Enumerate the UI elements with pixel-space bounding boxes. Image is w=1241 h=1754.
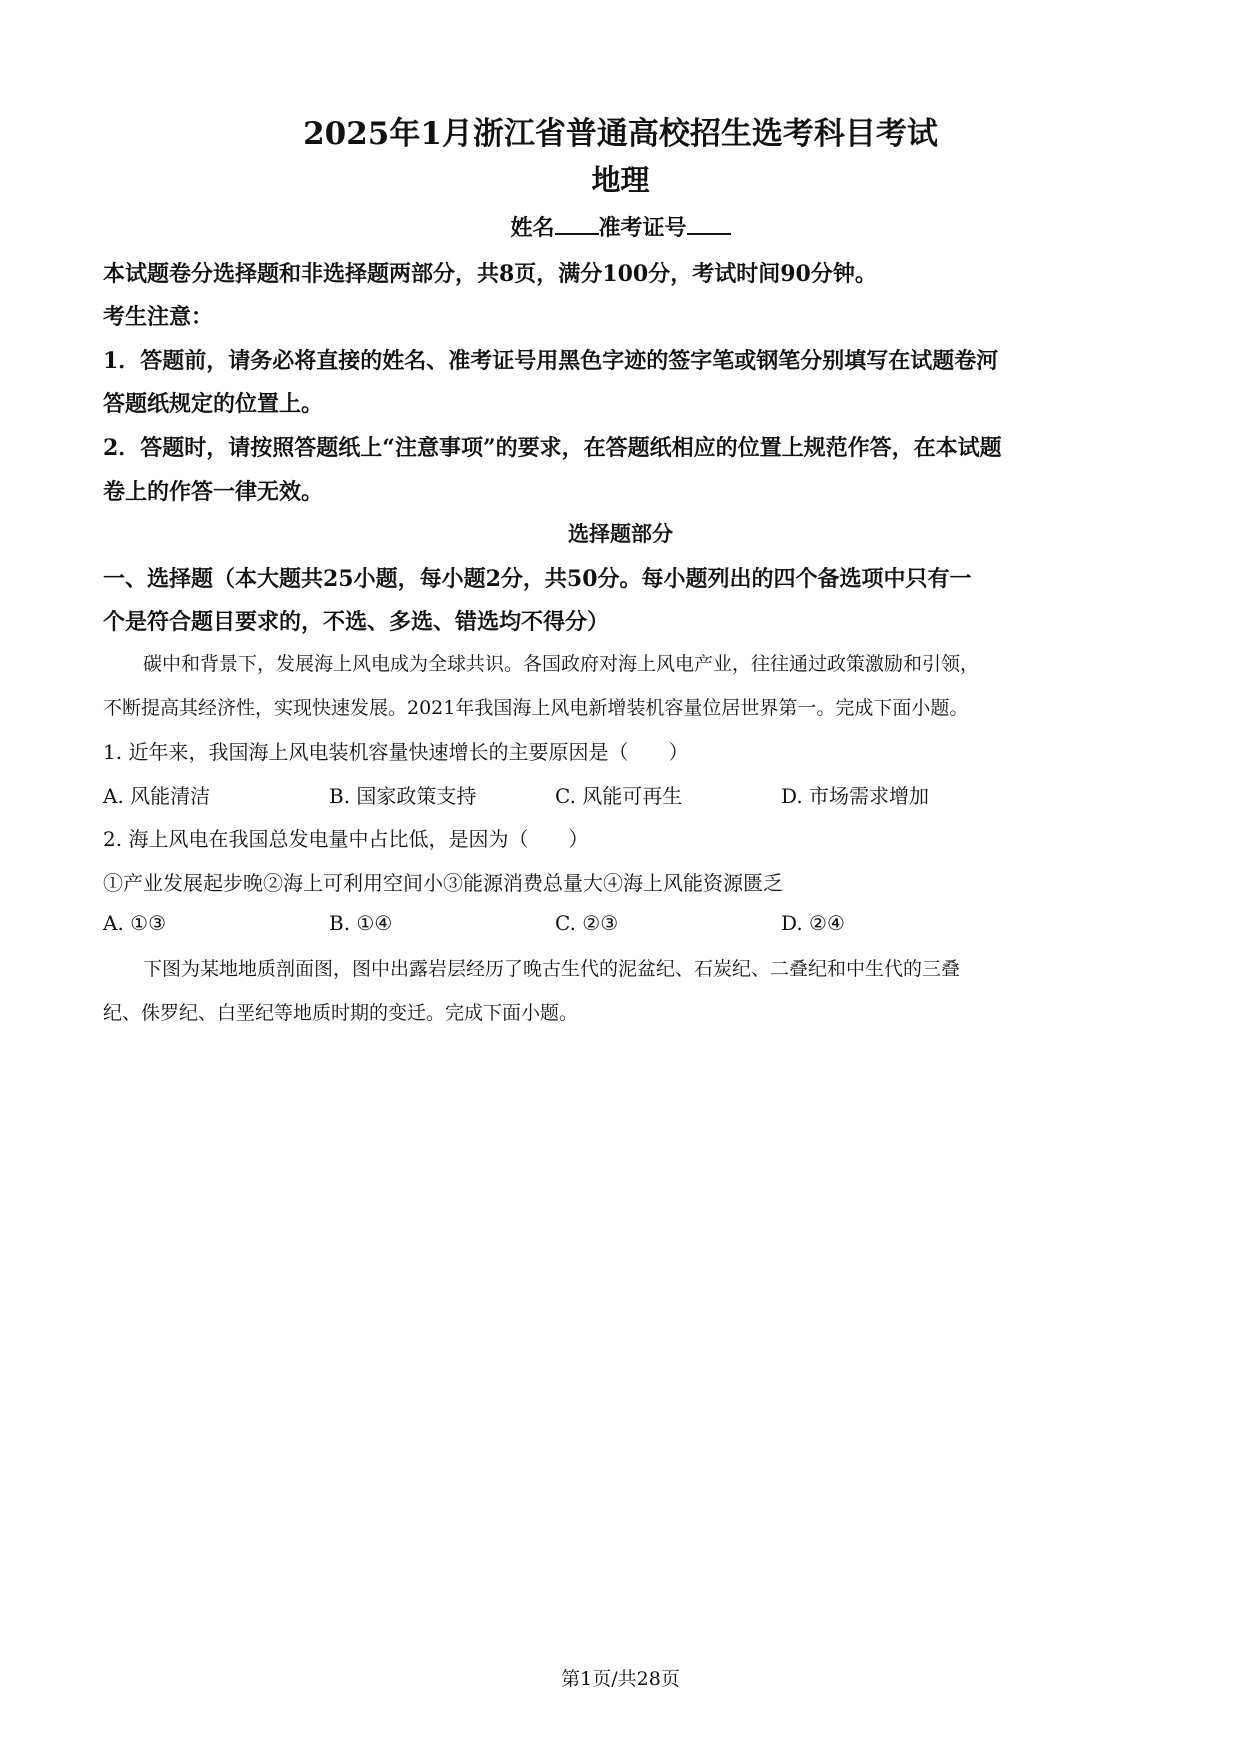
notice-item-2-line-2: 卷上的作答一律无效。 [103,479,324,505]
question-1-option-a: A. 风能清洁 [103,784,211,808]
exam-title: 2025年1月浙江省普通高校招生选考科目考试 [303,116,938,152]
passage-1-line-1: 碳中和背景下，发展海上风电成为全球共识。各国政府对海上风电产业，往往通过政策激励和引领， [143,653,980,675]
name-id-row [0,211,1241,242]
question-2-stem: 2. 海上风电在我国总发电量中占比低，是因为（ ） [103,827,589,851]
question-1-option-d: D. 市场需求增加 [781,784,930,808]
question-1-option-b: B. 国家政策支持 [329,784,477,808]
question-2-option-d: D. ②④ [781,911,845,935]
section-heading-line-1: 一、选择题（本大题共25小题，每小题2分，共50分。每小题列出的四个备选项中只有一 [103,566,972,592]
name-label: 姓名 [510,215,555,241]
question-2-option-c: C. ②③ [555,911,619,935]
section-heading-line-2: 个是符合题目要求的，不选、多选、错选均不得分） [103,609,610,635]
question-2-option-a: A. ①③ [103,911,167,935]
question-2-option-b: B. ①④ [329,911,393,935]
question-1-option-c: C. 风能可再生 [555,784,683,808]
notice-title: 考生注意： [103,304,214,330]
notice-item-2-line-1: 2．答题时，请按照答题纸上“注意事项”的要求，在答题纸相应的位置上规范作答，在本试题 [103,435,1002,461]
question-1-stem: 1. 近年来，我国海上风电装机容量快速增长的主要原因是（ ） [103,740,689,764]
id-blank [687,215,731,235]
exam-intro: 本试题卷分选择题和非选择题两部分，共8页，满分100分，考试时间90分钟。 [103,261,877,287]
notice-item-1-line-1: 1．答题前，请务必将直接的姓名、准考证号用黑色字迹的签字笔或钢笔分别填写在试题卷河 [103,348,999,374]
question-2-statements: ①产业发展起步晚②海上可利用空间小③能源消费总量大④海上风能资源匮乏 [103,871,783,895]
part-title: 选择题部分 [568,521,673,546]
id-label: 准考证号 [598,215,687,241]
notice-item-1-line-2: 答题纸规定的位置上。 [103,391,324,417]
passage-1-line-2: 不断提高其经济性，实现快速发展。2021年我国海上风电新增装机容量位居世界第一。完成下面小题。 [103,697,969,719]
page-number: 第1页/共28页 [561,1668,680,1690]
subject-title: 地理 [591,163,650,197]
passage-2-line-2: 纪、侏罗纪、白垩纪等地质时期的变迁。完成下面小题。 [103,1002,579,1024]
passage-2-line-1: 下图为某地地质剖面图，图中出露岩层经历了晚古生代的泥盆纪、石炭纪、二叠纪和中生代的三叠 [143,958,961,980]
name-blank [555,215,599,235]
